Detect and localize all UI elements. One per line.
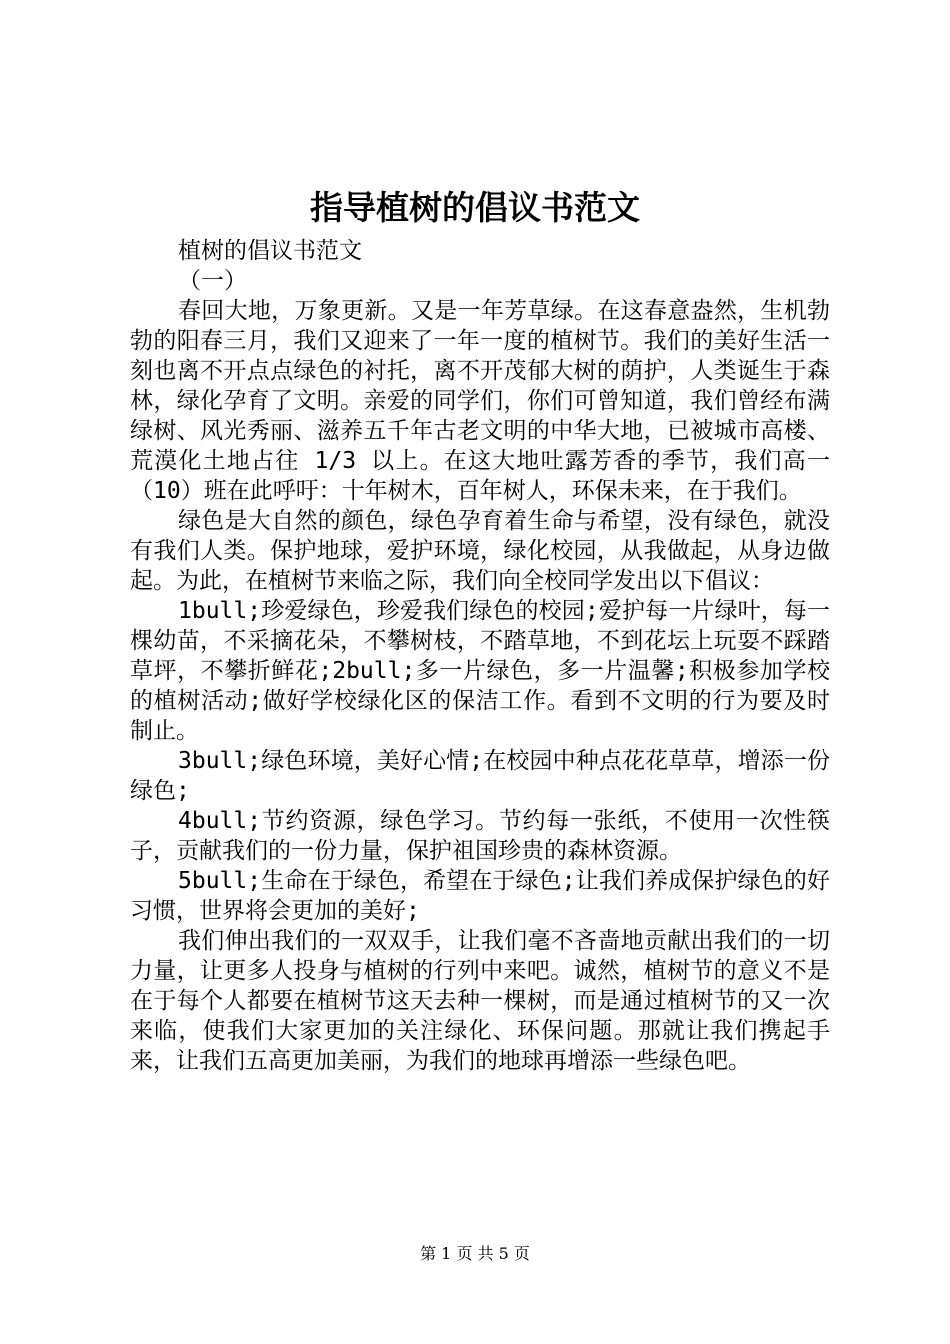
closing-paragraph: 我们伸出我们的一双双手，让我们毫不吝啬地贡献出我们的一切力量，让更多人投身与植树的行列中来吧。诚然，植树节的意义不是在于每个人都要在植树节这天去种一棵树，而是通过植树节的又一次来临，使我们大家更加的关注绿化、环保问题。那就让我们携起手来，让我们五高更加美丽，为我们的地球再增添一些绿色吧。 — [130, 928, 830, 1074]
proposal-item-paragraph: 5bull;生命在于绿色，希望在于绿色;让我们养成保护绿色的好习惯，世界将会更加的美好; — [130, 868, 830, 924]
proposal-item-paragraph: 4bull;节约资源，绿色学习。节约每一张纸，不使用一次性筷子，贡献我们的一份力量，保护祖国珍贵的森林资源。 — [130, 808, 830, 864]
proposal-item-paragraph: 1bull;珍爱绿色，珍爱我们绿色的校园;爱护每一片绿叶，每一棵幼苗，不采摘花朵，不攀树枝，不踏草地，不到花坛上玩耍不踩踏草坪，不攀折鲜花;2bull;多一片绿色，多一片温馨;积极参加学校的植树活动;做好学校绿化区的保洁工作。看到不文明的行为要及时制止。 — [130, 598, 830, 744]
body-paragraph: 绿色是大自然的颜色，绿色孕育着生命与希望，没有绿色，就没有我们人类。保护地球，爱护环境，绿化校园，从我做起，从身边做起。为此，在植树节来临之际，我们向全校同学发出以下倡议： — [130, 508, 830, 594]
proposal-item-paragraph: 3bull;绿色环境，美好心情;在校园中种点花花草草，增添一份绿色; — [130, 748, 830, 804]
body-paragraph: 春回大地，万象更新。又是一年芳草绿。在这春意盎然，生机勃勃的阳春三月，我们又迎来了一年一度的植树节。我们的美好生活一刻也离不开点点绿色的衬托，离不开茂郁大树的荫护，人类诞生于森林，绿化孕育了文明。亲爱的同学们，你们可曾知道，我们曾经布满绿树、风光秀丽、滋养五千年古老文明的中华大地，已被城市高楼、荒漠化土地占往 1/3 以上。在这大地吐露芳香的季节，我们高一（10）班在此呼吁：十年树木，百年树人，环保未来，在于我们。 — [130, 298, 830, 504]
page-number-footer: 第 1 页 共 5 页 — [420, 1244, 530, 1263]
document-body — [130, 236, 830, 1076]
document-title: 指导植树的倡议书范文 — [310, 188, 640, 227]
section-number-paragraph: （一） — [178, 268, 247, 294]
subtitle-paragraph: 植树的倡议书范文 — [178, 238, 362, 264]
